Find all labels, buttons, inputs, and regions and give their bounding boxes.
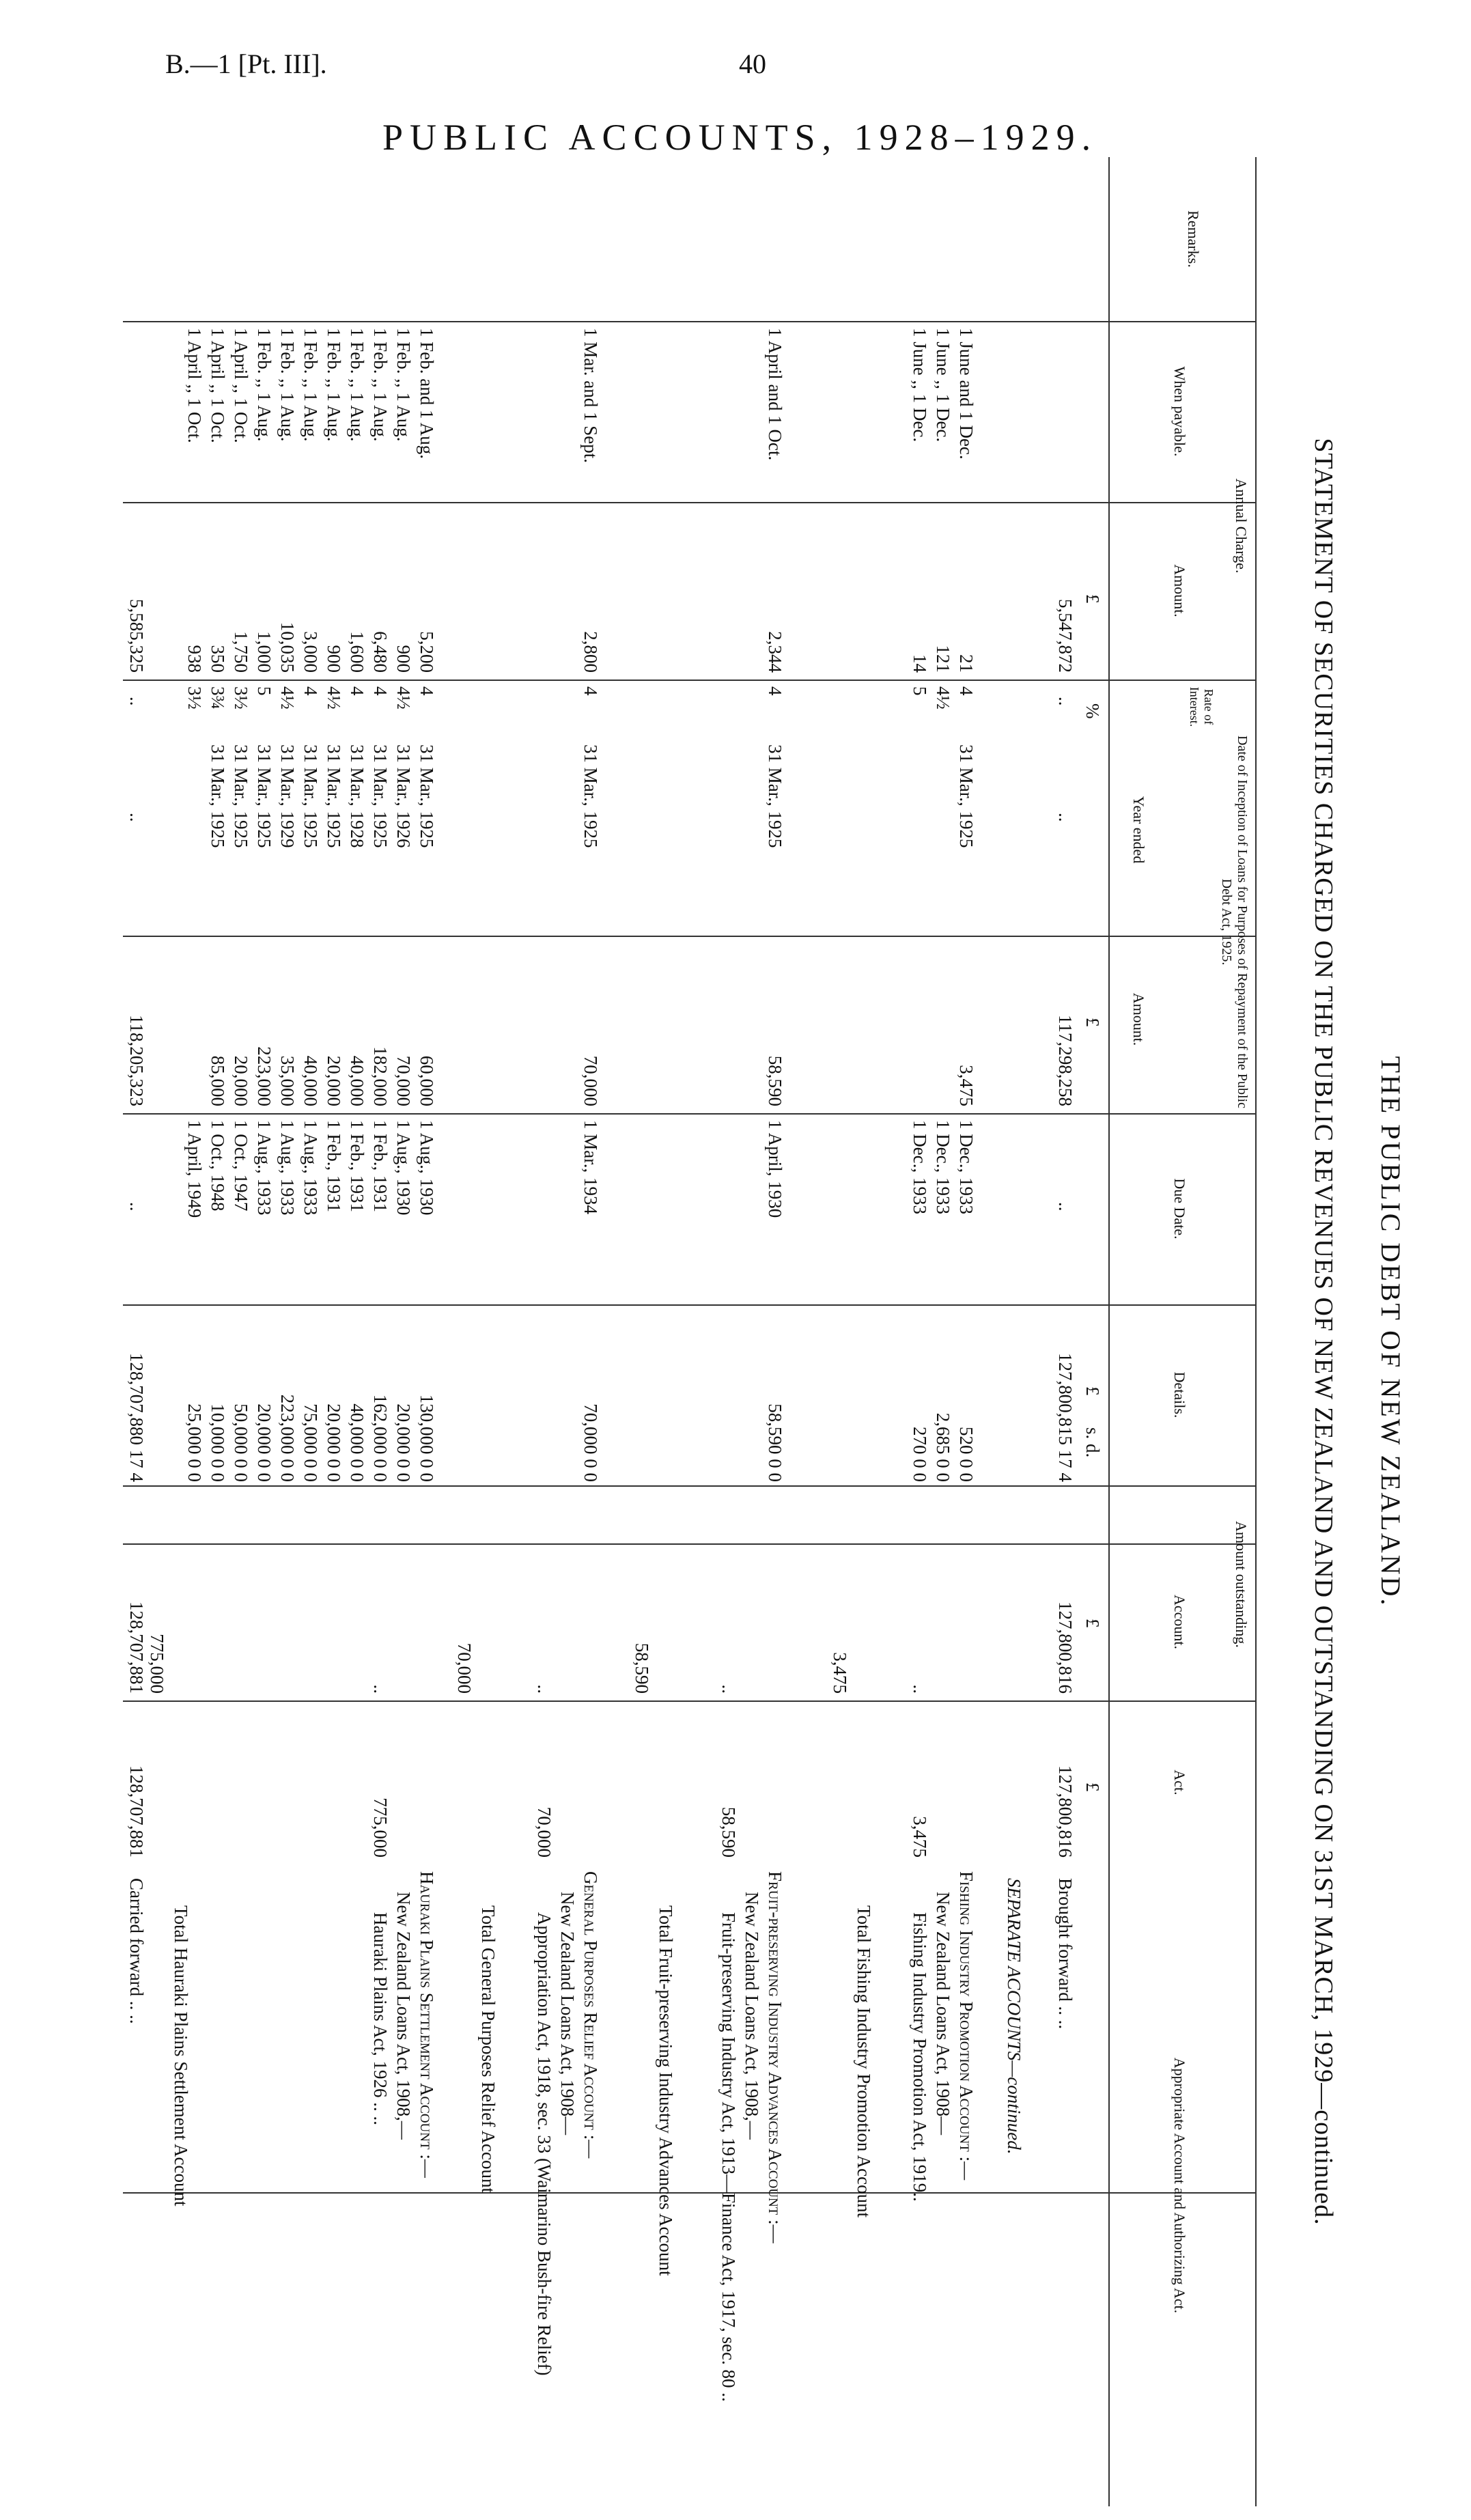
hauraki-ann-amount: 10,035 bbox=[277, 621, 298, 673]
fishing-when: 1 June ,, 1 Dec. bbox=[933, 328, 953, 443]
general-line1: New Zealand Loans Act, 1908— bbox=[557, 1892, 578, 2136]
unit-pound-act: £ bbox=[1082, 1782, 1103, 1792]
fishing-due: 1 Dec., 1933 bbox=[956, 1120, 977, 1214]
hauraki-ann-amount: 900 bbox=[324, 645, 344, 673]
hauraki-account: .. bbox=[370, 1684, 391, 1694]
fishing-details: 2,685 0 0 bbox=[933, 1412, 953, 1482]
column-header-rate: Rate of Interest. bbox=[1188, 686, 1216, 727]
hauraki-ann-amount: 3,000 bbox=[300, 631, 321, 673]
hauraki-inc-amount: 40,000 bbox=[347, 1055, 367, 1106]
fishing-total-label: Total Fishing Industry Promotion Account bbox=[854, 1905, 874, 2218]
carried-act: 128,707,881 bbox=[126, 1765, 147, 1858]
page-number: 40 bbox=[739, 48, 766, 79]
column-header-outstanding: Amount outstanding. bbox=[1233, 1521, 1250, 1648]
hauraki-ann-amount: 1,600 bbox=[347, 631, 367, 673]
hauraki-when: 1 April ,, 1 Oct. bbox=[184, 328, 205, 443]
fruit-head: Fruit-preserving Industry Advances Account :— bbox=[765, 1871, 785, 2243]
hauraki-due: 1 Aug., 1930 bbox=[393, 1120, 414, 1216]
section-title: SEPARATE ACCOUNTS—continued. bbox=[1004, 1878, 1024, 2155]
carried-forward-label: Carried forward .. .. bbox=[126, 1878, 147, 2024]
hauraki-line1: New Zealand Loans Act, 1908,— bbox=[393, 1892, 414, 2140]
fishing-details: 270 0 0 bbox=[910, 1427, 930, 1482]
carried-inc-amount: 118,205,323 bbox=[126, 1015, 147, 1106]
column-header-act: Act. bbox=[1171, 1769, 1188, 1795]
brought-rate: .. bbox=[1055, 697, 1076, 706]
fruit-line1: New Zealand Loans Act, 1908,— bbox=[742, 1892, 762, 2140]
hauraki-due: 1 Aug., 1930 bbox=[417, 1120, 437, 1216]
hauraki-due: 1 April, 1949 bbox=[184, 1120, 205, 1218]
hauraki-when: 1 Feb. ,, 1 Aug. bbox=[300, 328, 321, 442]
carried-details: 128,707,880 17 4 bbox=[126, 1353, 147, 1482]
hauraki-ann-amount: 350 bbox=[208, 645, 228, 673]
hauraki-inc-amount: 20,000 bbox=[231, 1055, 251, 1106]
hauraki-when: 1 April ,, 1 Oct. bbox=[231, 328, 251, 443]
fruit-total-label: Total Fruit-preserving Industry Advances Account bbox=[656, 1905, 676, 2276]
brought-inc-year: .. bbox=[1055, 813, 1076, 822]
hauraki-when: 1 Feb. ,, 1 Aug. bbox=[370, 328, 391, 442]
hauraki-total: 775,000 bbox=[147, 1634, 167, 1694]
general-head: General Purposes Relief Account :— bbox=[580, 1871, 601, 2159]
hauraki-inc-amount: 40,000 bbox=[300, 1055, 321, 1106]
hauraki-details: 130,000 0 0 bbox=[417, 1394, 437, 1482]
hauraki-rate: 4 bbox=[300, 686, 321, 696]
general-line2: Appropriation Act, 1918, sec. 33 (Waimarino Bush-fire Relief) bbox=[534, 1912, 555, 2376]
hauraki-ann-amount: 938 bbox=[184, 645, 205, 673]
column-header-inception: Date of Inception of Loans for Purposes of Repayment of the Public Debt Act, 1925. bbox=[1219, 736, 1250, 1108]
general-details: 70,000 0 0 bbox=[580, 1403, 601, 1482]
fishing-ann-amount: 14 bbox=[910, 654, 930, 673]
fruit-rate: 4 bbox=[765, 686, 785, 696]
hauraki-act: 775,000 bbox=[370, 1797, 391, 1858]
hauraki-rate: 3¾ bbox=[208, 686, 228, 710]
carried-annual: 5,585,325 bbox=[126, 599, 147, 673]
fishing-due: 1 Dec., 1933 bbox=[933, 1120, 953, 1214]
fishing-inc-year: 31 Mar., 1925 bbox=[956, 744, 977, 848]
column-header-due-date: Due Date. bbox=[1171, 1178, 1188, 1240]
hauraki-when: 1 Feb. ,, 1 Aug. bbox=[324, 328, 344, 442]
hauraki-ann-amount: 1,750 bbox=[231, 631, 251, 673]
hauraki-inc-year: 31 Mar., 1925 bbox=[300, 744, 321, 848]
fishing-ann-amount: 21 bbox=[956, 654, 977, 673]
hauraki-when: 1 Feb. ,, 1 Aug. bbox=[393, 328, 414, 442]
statement-subtitle: STATEMENT OF SECURITIES CHARGED ON THE PUBLIC REVENUES OF NEW ZEALAND AND OUTSTANDING ON 31ST MARCH, 1929—continued. bbox=[1309, 438, 1338, 2226]
column-header-account: Account. bbox=[1171, 1594, 1188, 1650]
carried-rate: .. bbox=[126, 697, 147, 706]
brought-details: 127,800,815 17 4 bbox=[1055, 1353, 1076, 1482]
hauraki-inc-amount: 70,000 bbox=[393, 1055, 414, 1106]
brought-due: .. bbox=[1055, 1202, 1076, 1212]
hauraki-rate: 3½ bbox=[231, 686, 251, 710]
hauraki-rate: 4 bbox=[417, 686, 437, 696]
fishing-head: Fishing Industry Promotion Account :— bbox=[956, 1871, 977, 2181]
hauraki-ann-amount: 5,200 bbox=[417, 631, 437, 673]
fruit-act: 58,590 bbox=[718, 1806, 739, 1858]
fruit-when: 1 April and 1 Oct. bbox=[765, 328, 785, 461]
general-rate: 4 bbox=[580, 686, 601, 696]
carried-account: 128,707,881 bbox=[126, 1601, 147, 1694]
page-title: PUBLIC ACCOUNTS, 1928–1929. bbox=[382, 117, 1098, 158]
hauraki-due: 1 Feb., 1931 bbox=[324, 1120, 344, 1212]
hauraki-details: 162,000 0 0 bbox=[370, 1394, 391, 1482]
fruit-details: 58,590 0 0 bbox=[765, 1403, 785, 1482]
hauraki-details: 20,000 0 0 bbox=[324, 1403, 344, 1482]
fishing-when: 1 June ,, 1 Dec. bbox=[910, 328, 930, 443]
hauraki-rate: 4½ bbox=[277, 686, 298, 710]
hauraki-details: 25,000 0 0 bbox=[184, 1403, 205, 1482]
fishing-act: 3,475 bbox=[910, 1816, 930, 1858]
brought-forward-label: Brought forward .. .. bbox=[1055, 1878, 1076, 2030]
fruit-line2: Fruit-preserving Industry Act, 1913—Finance Act, 1917, sec. 80 .. bbox=[718, 1912, 739, 2402]
hauraki-inc-year: 31 Mar., 1925 bbox=[324, 744, 344, 848]
column-header-annual-amount: Amount. bbox=[1171, 564, 1188, 617]
hauraki-inc-amount: 60,000 bbox=[417, 1055, 437, 1106]
hauraki-inc-year: 31 Mar., 1928 bbox=[347, 744, 367, 848]
hauraki-when: 1 Feb. and 1 Aug. bbox=[417, 328, 437, 459]
hauraki-inc-year: 31 Mar., 1925 bbox=[208, 744, 228, 848]
general-total-label: Total General Purposes Relief Account bbox=[478, 1905, 499, 2193]
hauraki-when: 1 Feb. ,, 1 Aug. bbox=[347, 328, 367, 442]
hauraki-details: 20,000 0 0 bbox=[254, 1403, 275, 1482]
hauraki-details: 20,000 0 0 bbox=[393, 1403, 414, 1482]
fishing-rate: 4½ bbox=[933, 686, 953, 710]
fruit-due: 1 April, 1930 bbox=[765, 1120, 785, 1218]
hauraki-inc-year: 31 Mar., 1925 bbox=[231, 744, 251, 848]
hauraki-when: 1 April ,, 1 Oct. bbox=[208, 328, 228, 443]
general-total: 70,000 bbox=[454, 1642, 475, 1694]
brought-annual: 5,547,872 bbox=[1055, 599, 1076, 673]
hauraki-rate: 5 bbox=[254, 686, 275, 696]
unit-pound-details: £ bbox=[1082, 1386, 1103, 1396]
fishing-rate: 4 bbox=[956, 686, 977, 696]
hauraki-inc-year: 31 Mar., 1929 bbox=[277, 744, 298, 848]
hauraki-due: 1 Aug., 1933 bbox=[277, 1120, 298, 1216]
securities-table bbox=[123, 157, 1257, 2506]
hauraki-ann-amount: 900 bbox=[393, 645, 414, 673]
fruit-total: 58,590 bbox=[632, 1642, 652, 1694]
hauraki-due: 1 Aug., 1933 bbox=[300, 1120, 321, 1216]
column-header-account-act: Appropriate Account and Authorizing Act. bbox=[1171, 2057, 1188, 2314]
hauraki-total-label: Total Hauraki Plains Settlement Account bbox=[171, 1905, 191, 2207]
column-header-remarks: Remarks. bbox=[1185, 210, 1202, 268]
carried-due: .. bbox=[126, 1202, 147, 1212]
hauraki-inc-year: 31 Mar., 1925 bbox=[370, 744, 391, 848]
hauraki-inc-year: 31 Mar., 1926 bbox=[393, 744, 414, 848]
hauraki-inc-amount: 182,000 bbox=[370, 1046, 391, 1106]
fishing-ann-amount: 121 bbox=[933, 645, 953, 673]
fruit-ann-amount: 2,344 bbox=[765, 631, 785, 673]
hauraki-line2: Hauraki Plains Act, 1926 .. .. bbox=[370, 1912, 391, 2125]
fruit-inc-amount: 58,590 bbox=[765, 1055, 785, 1106]
general-when: 1 Mar. and 1 Sept. bbox=[580, 328, 601, 463]
hauraki-inc-amount: 85,000 bbox=[208, 1055, 228, 1106]
general-inc-year: 31 Mar., 1925 bbox=[580, 744, 601, 848]
hauraki-when: 1 Feb. ,, 1 Aug. bbox=[277, 328, 298, 442]
hauraki-inc-amount: 223,000 bbox=[254, 1046, 275, 1106]
hauraki-ann-amount: 6,480 bbox=[370, 631, 391, 673]
hauraki-due: 1 Oct., 1948 bbox=[208, 1120, 228, 1212]
hauraki-inc-year: 31 Mar., 1925 bbox=[254, 744, 275, 848]
fruit-inc-year: 31 Mar., 1925 bbox=[765, 744, 785, 848]
brought-account: 127,800,816 bbox=[1055, 1601, 1076, 1694]
hauraki-details: 75,000 0 0 bbox=[300, 1403, 321, 1482]
statement-title: THE PUBLIC DEBT OF NEW ZEALAND. bbox=[1375, 1056, 1406, 1608]
unit-pound-inception: £ bbox=[1082, 1018, 1103, 1027]
page-reference: B.—1 [Pt. III]. bbox=[165, 48, 327, 79]
general-due: 1 Mar., 1934 bbox=[580, 1120, 601, 1214]
fishing-account: .. bbox=[910, 1684, 930, 1694]
fishing-total: 3,475 bbox=[830, 1652, 850, 1694]
general-account: .. bbox=[534, 1684, 555, 1694]
brought-act: 127,800,816 bbox=[1055, 1765, 1076, 1858]
fishing-line1: New Zealand Loans Act, 1908— bbox=[933, 1892, 953, 2136]
column-header-details: Details. bbox=[1171, 1371, 1188, 1418]
column-header-annual-charge: Annual Charge. bbox=[1233, 478, 1250, 574]
hauraki-due: 1 Feb., 1931 bbox=[370, 1120, 391, 1212]
unit-pound-account: £ bbox=[1082, 1619, 1103, 1628]
hauraki-details: 10,000 0 0 bbox=[208, 1403, 228, 1482]
unit-pct: % bbox=[1082, 703, 1103, 719]
hauraki-when: 1 Feb. ,, 1 Aug. bbox=[254, 328, 275, 442]
general-inc-amount: 70,000 bbox=[580, 1055, 601, 1106]
fishing-when: 1 June and 1 Dec. bbox=[956, 328, 977, 460]
hauraki-rate: 4½ bbox=[324, 686, 344, 710]
fruit-account: .. bbox=[718, 1684, 739, 1694]
unit-pound-annual: £ bbox=[1082, 594, 1103, 604]
hauraki-rate: 4 bbox=[370, 686, 391, 696]
hauraki-inc-amount: 20,000 bbox=[324, 1055, 344, 1106]
hauraki-rate: 4½ bbox=[393, 686, 414, 710]
hauraki-details: 50,000 0 0 bbox=[231, 1403, 251, 1482]
hauraki-ann-amount: 1,000 bbox=[254, 631, 275, 673]
column-header-when-payable: When payable. bbox=[1171, 366, 1188, 457]
debt-statement bbox=[123, 157, 1420, 2506]
general-ann-amount: 2,800 bbox=[580, 631, 601, 673]
general-act: 70,000 bbox=[534, 1806, 555, 1858]
hauraki-rate: 4 bbox=[347, 686, 367, 696]
hauraki-inc-amount: 35,000 bbox=[277, 1055, 298, 1106]
carried-inc-year: .. bbox=[126, 813, 147, 822]
fishing-due: 1 Dec., 1933 bbox=[910, 1120, 930, 1214]
hauraki-head: Hauraki Plains Settlement Account :— bbox=[417, 1871, 437, 2178]
fishing-details: 520 0 0 bbox=[956, 1427, 977, 1482]
fishing-rate: 5 bbox=[910, 686, 930, 696]
hauraki-details: 223,000 0 0 bbox=[277, 1394, 298, 1482]
column-header-inception-amount: Amount. bbox=[1130, 992, 1147, 1046]
hauraki-rate: 3½ bbox=[184, 686, 205, 710]
hauraki-due: 1 Oct., 1947 bbox=[231, 1120, 251, 1212]
hauraki-inc-year: 31 Mar., 1925 bbox=[417, 744, 437, 848]
brought-inc-amount: 117,298,258 bbox=[1055, 1015, 1076, 1106]
unit-sd: s. d. bbox=[1082, 1427, 1103, 1458]
fishing-inc-amount: 3,475 bbox=[956, 1065, 977, 1106]
column-header-year-ended: Year ended bbox=[1130, 796, 1147, 864]
fishing-line2: Fishing Industry Promotion Act, 1919.. bbox=[910, 1912, 930, 2202]
hauraki-details: 40,000 0 0 bbox=[347, 1403, 367, 1482]
hauraki-due: 1 Feb., 1931 bbox=[347, 1120, 367, 1212]
hauraki-due: 1 Aug., 1933 bbox=[254, 1120, 275, 1216]
